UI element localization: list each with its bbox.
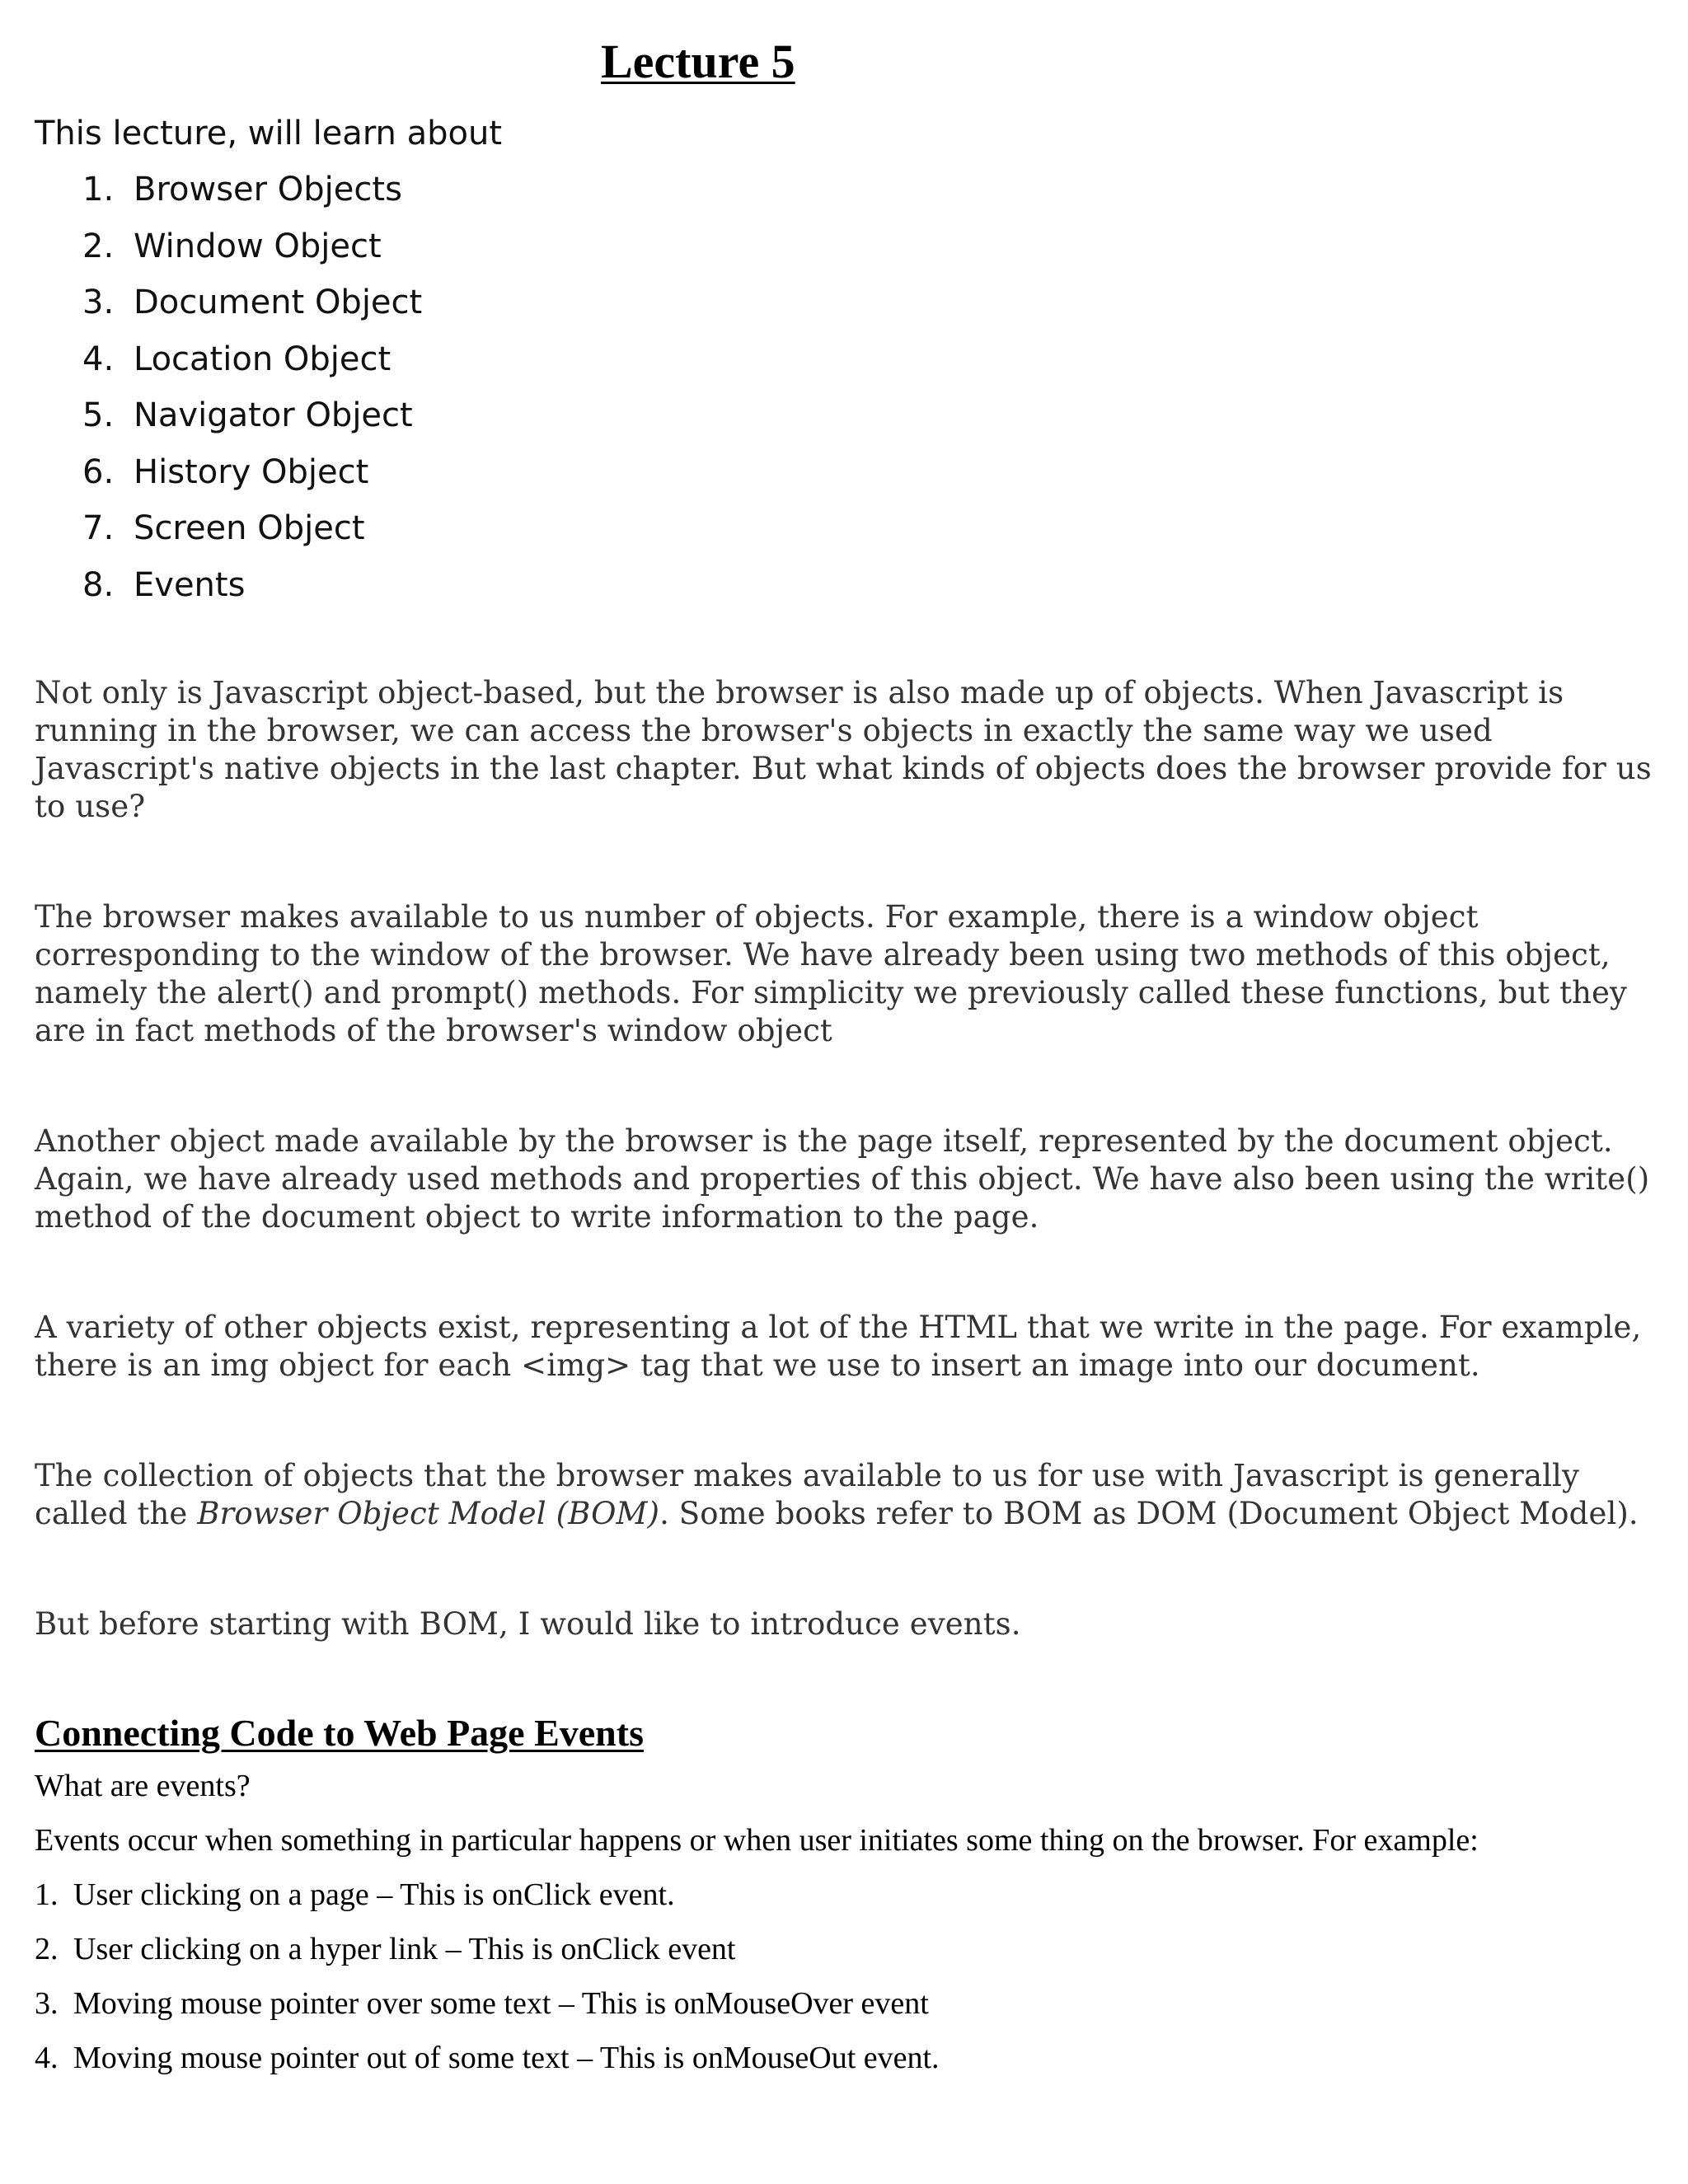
list-number: 7. bbox=[82, 509, 115, 547]
list-item bbox=[82, 387, 1662, 444]
list-number: 2. bbox=[82, 227, 115, 265]
list-item-label: Navigator Object bbox=[134, 396, 413, 434]
list-item bbox=[82, 444, 1662, 501]
list-item bbox=[82, 557, 1662, 614]
list-item-label: Screen Object bbox=[134, 509, 365, 547]
list-item bbox=[82, 331, 1662, 388]
list-number: 1. bbox=[82, 171, 115, 209]
list-number: 3. bbox=[35, 1986, 59, 2021]
list-item-label: Location Object bbox=[134, 340, 392, 378]
paragraph-bom-text-start: The collection of objects that the browser makes available to us for use with Javascript is generally called the bbox=[35, 1458, 1579, 1531]
list-number: 8. bbox=[82, 565, 115, 604]
paragraph-objects-intro: Not only is Javascript object-based, but the browser is also made up of objects. When Javascript is running in the browser, we can access the browser's objects in exactly the same way we used Javascript's native objects in the last chapter. But what kinds of objects does the browser provide for us to use? bbox=[35, 675, 1652, 824]
section-heading-events: Connecting Code to Web Page Events bbox=[35, 1712, 644, 1754]
events-definition: Events occur when something in particular happens or when user initiates some thing on the browser. For example: bbox=[35, 1823, 1479, 1858]
list-number: 1. bbox=[35, 1877, 59, 1912]
paragraph-events-intro: But before starting with BOM, I would like to introduce events. bbox=[35, 1606, 1021, 1642]
topics-list bbox=[35, 162, 1662, 613]
events-list bbox=[35, 1868, 1662, 2085]
intro-text: This lecture, will learn about bbox=[35, 115, 503, 152]
list-item bbox=[35, 1976, 1662, 2031]
list-item-label: Window Object bbox=[134, 227, 382, 265]
list-item bbox=[82, 500, 1662, 557]
paragraph-document-object: Another object made available by the browser is the page itself, represented by the document object. Again, we have already used methods and properties of this object. We have also been using the write() method of the document object to write information to the page. bbox=[35, 1123, 1650, 1235]
events-question: What are events? bbox=[35, 1769, 251, 1803]
list-number: 6. bbox=[82, 452, 115, 491]
list-number: 5. bbox=[82, 396, 115, 434]
list-number: 4. bbox=[35, 2041, 59, 2075]
list-item-label: History Object bbox=[134, 452, 369, 491]
list-number: 4. bbox=[82, 340, 115, 378]
bom-emphasis: Browser Object Model (BOM) bbox=[197, 1496, 660, 1531]
lecture-title: Lecture 5 bbox=[601, 35, 795, 88]
list-item bbox=[35, 2031, 1662, 2085]
paragraph-bom-text-end: . Some books refer to BOM as DOM (Document Object Model). bbox=[659, 1496, 1639, 1531]
list-item-text: User clicking on a page – This is onClick event. bbox=[73, 1877, 675, 1912]
list-item-label: Events bbox=[134, 565, 246, 604]
paragraph-window-object: The browser makes available to us number of objects. For example, there is a window object corresponding to the window of the browser. We have already been using two methods of this object, namely the alert() and prompt() methods. For simplicity we previously called these functions, but they are in fact methods of the browser's window object bbox=[35, 899, 1628, 1048]
list-item bbox=[82, 162, 1662, 218]
list-number: 3. bbox=[82, 284, 115, 321]
list-item-label: Browser Objects bbox=[134, 171, 402, 209]
list-item-text: Moving mouse pointer out of some text – This is onMouseOut event. bbox=[73, 2041, 940, 2075]
list-item bbox=[82, 218, 1662, 275]
list-item bbox=[82, 274, 1662, 331]
list-number: 2. bbox=[35, 1932, 59, 1966]
list-item-text: User clicking on a hyper link – This is onClick event bbox=[73, 1932, 736, 1966]
list-item-text: Moving mouse pointer over some text – This is onMouseOver event bbox=[73, 1986, 929, 2021]
list-item-label: Document Object bbox=[134, 284, 423, 321]
paragraph-bom bbox=[35, 1457, 1667, 1533]
list-item bbox=[35, 1868, 1662, 1922]
document-page bbox=[35, 33, 1662, 2085]
paragraph-other-objects: A variety of other objects exist, representing a lot of the HTML that we write in the page. For example, there is an img object for each <img> tag that we use to insert an image into our document. bbox=[35, 1310, 1642, 1383]
list-item bbox=[35, 1922, 1662, 1976]
